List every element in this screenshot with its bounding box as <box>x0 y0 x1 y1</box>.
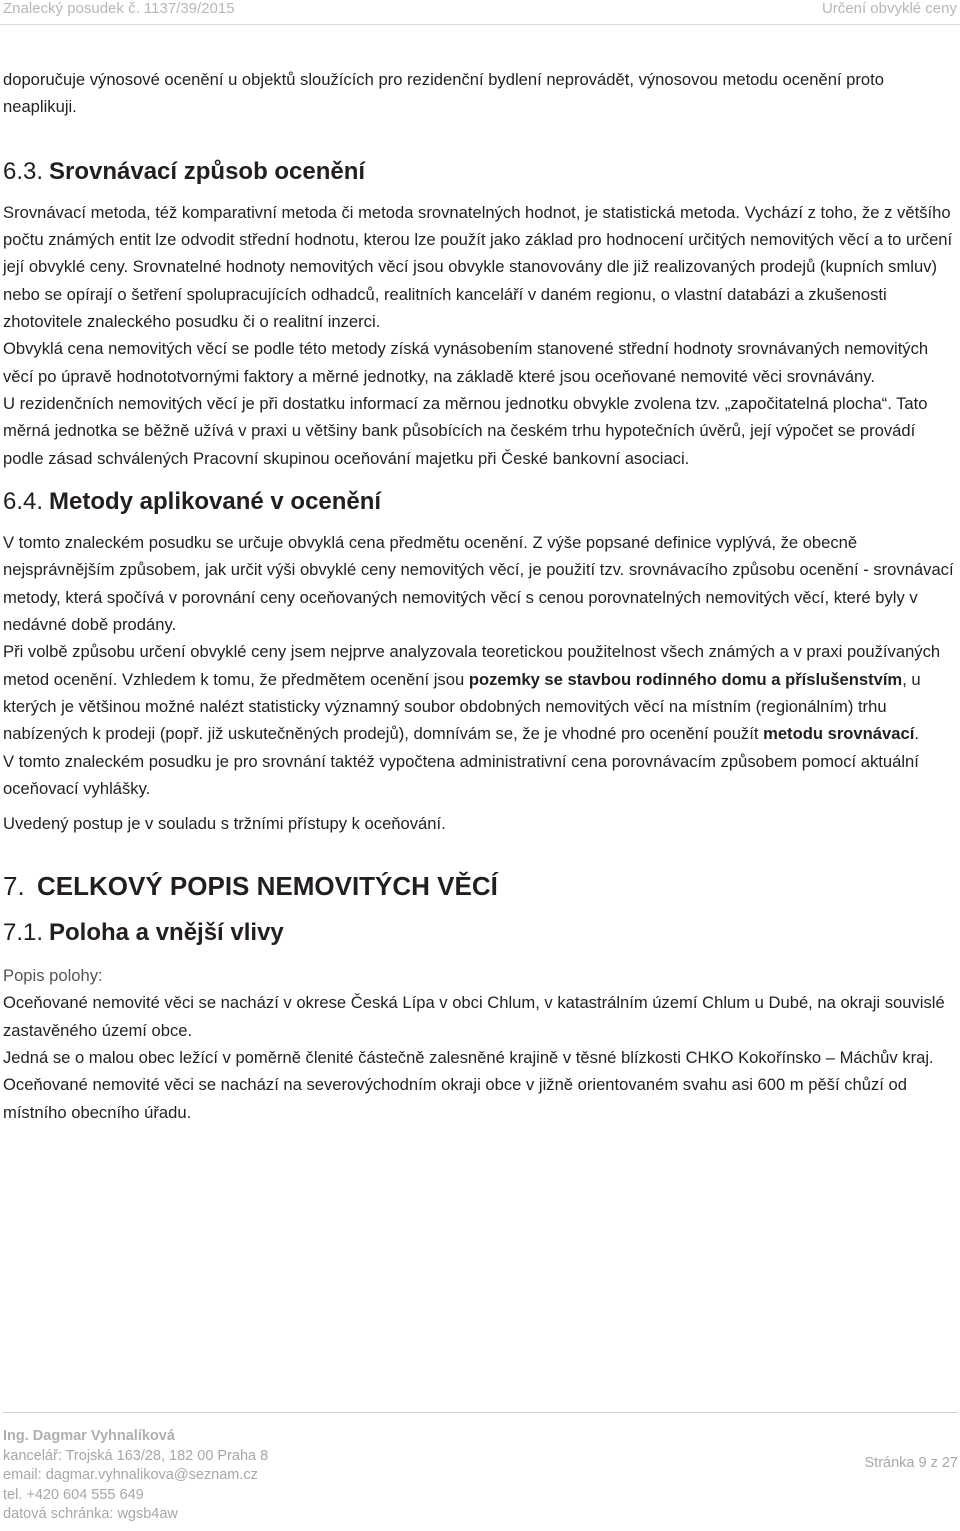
bold-text: pozemky se stavbou rodinného domu a příslušenstvím <box>468 669 903 689</box>
paragraph: Obvyklá cena nemovitých věcí se podle této metody získá vynásobením stanovené střední hodnoty srovnávaných nemovitých věcí po úpravě hodnototvornými faktory a měrné jednotky, na základě které jsou oceňované nemovité věci srovnávány. <box>3 339 929 386</box>
document-number: Znalecký posudek č. 1137/39/2015 <box>3 0 235 17</box>
paragraph: Oceňované nemovité věci se nachází v okrese Česká Lípa v obci Chlum, v katastrálním území Chlum u Dubé, na okraji souvislé zastavěného území obce. <box>3 993 945 1040</box>
section-number: 6.4. <box>3 487 44 515</box>
page-footer <box>3 1427 958 1525</box>
paragraph: Srovnávací metoda, též komparativní metoda či metoda srovnatelných hodnot, je statistická metoda. Vychází z toho, že z většího počtu známých entit lze odvodit střední hodnotu, kterou lze použít jako základ pro hodnocení určitých nemovitých věcí a to určení její obvyklé ceny. Srovnatelné hodnoty nemovitých věcí jsou obvykle stanovovány dle již realizovaných prodejů (kupních smluv) nebo se opírají o šetření spolupracujících odhadců, realitních kanceláří v daném regionu, o vlastní databázi a zkušenosti zhotovitele znaleckého posudku či o realitní inzerci. <box>3 202 953 332</box>
text-run: Při volbě způsobu určení obvyklé ceny jsem nejprve analyzovala teoretickou použitelnost všech známých a v praxi používaných metod ocenění. Vzhledem k tomu, že předmětem ocenění jsou <box>3 642 941 689</box>
section-6-3-heading <box>3 158 958 185</box>
header-section-title: Určení obvyklé ceny <box>821 0 957 17</box>
paragraph: Jedná se o malou obec ležící v poměrně členité částečně zalesněné krajině v těsné blízkosti CHKO Kokořínsko – Máchův kraj. <box>3 1047 934 1067</box>
section-6-4-heading <box>3 488 958 515</box>
paragraph: V tomto znaleckém posudku je pro srovnání taktéž vypočtena administrativní cena porovnávacím způsobem pomocí aktuální oceňovací vyhlášky. <box>3 751 919 798</box>
author-phone: tel. +420 604 555 649 <box>3 1486 144 1503</box>
chapter-7-heading <box>3 873 958 900</box>
section-title: Srovnávací způsob ocenění <box>49 157 366 185</box>
section-7-1-heading <box>3 919 958 946</box>
section-title: Poloha a vnější vlivy <box>49 918 284 946</box>
paragraph: U rezidenčních nemovitých věcí je při dostatku informací za měrnou jednotku obvykle zvolena tzv. „započitatelná plocha“. Tato měrná jednotka se běžně užívá v praxi u většiny bank působících na českém trhu hypotečních úvěrů, její výpočet se provádí podle zásad schválených Pracovní skupinou oceňování majetku při České bankovní asociaci. <box>3 393 928 468</box>
page-number: Stránka 9 z 27 <box>864 1455 958 1471</box>
page-header <box>0 0 960 22</box>
text-run: , u kterých je většinou možné nalézt statisticky významný soubor obdobných nemovitých věcí na místním (regionálním) trhu nabízených k prodeji (popř. již uskutečněných prodejů), domnívám se, že je vhodné pro ocenění použít <box>3 669 921 744</box>
author-name: Ing. Dagmar Vyhnalíková <box>3 1428 175 1444</box>
section-number: 6.3. <box>3 157 44 185</box>
paragraph <box>3 638 958 747</box>
paragraph: Uvedený postup je v souladu s tržními přístupy k oceňování. <box>3 814 446 834</box>
text-run: . <box>914 724 919 744</box>
paragraph: V tomto znaleckém posudku se určuje obvyklá cena předmětu ocenění. Z výše popsané definice vyplývá, že obecně nejsprávnějším způsobem, jak určit výši obvyklé ceny nemovitých věcí, je použití tzv. srovnávacího způsobu ocenění - srovnávací metody, která spočívá v porovnání ceny oceňovaných nemovitých věcí s cenou porovnatelných nemovitých věcí, které byly v nedávné době prodány. <box>3 533 954 635</box>
bold-text: metodu srovnávací <box>763 724 915 744</box>
location-label: Popis polohy: <box>3 966 103 986</box>
intro-paragraph: doporučuje výnosové ocenění u objektů sloužících pro rezidenční bydlení neprovádět, výnosovou metodu ocenění proto neaplikuji. <box>3 70 884 117</box>
chapter-title: CELKOVÝ POPIS NEMOVITÝCH VĚCÍ <box>37 871 498 902</box>
data-box: datová schránka: wgsb4aw <box>3 1506 178 1523</box>
paragraph: Oceňované nemovité věci se nachází na severovýchodním okraji obce v jižně orientovaném svahu asi 600 m pěší chůzí od místního obecního úřadu. <box>3 1075 907 1122</box>
section-number: 7.1. <box>3 918 44 946</box>
document-body <box>3 66 958 1126</box>
section-title: Metody aplikované v ocenění <box>49 487 382 515</box>
header-divider <box>0 24 960 25</box>
chapter-number: 7. <box>3 871 25 902</box>
author-email: email: dagmar.vyhnalikova@seznam.cz <box>3 1467 258 1484</box>
footer-divider <box>3 1412 958 1413</box>
office-address: kancelář: Trojská 163/28, 182 00 Praha 8 <box>3 1447 269 1464</box>
